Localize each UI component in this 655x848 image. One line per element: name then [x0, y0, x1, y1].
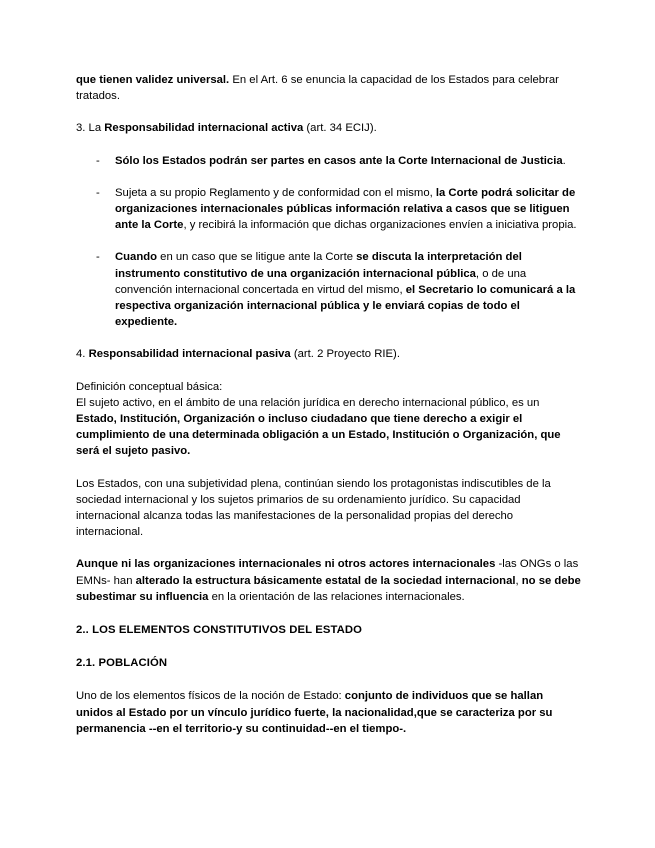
paragraph-validez	[76, 72, 582, 104]
text: ,	[515, 574, 522, 587]
text: en un caso que se litigue ante la Corte	[157, 251, 357, 264]
bold-text: el Secretario lo comunicará a la respectiva organización internacional pública y le enviará copias de todo el expediente.	[115, 283, 576, 329]
paragraph-organizaciones	[76, 556, 582, 605]
text: , y recibirá la información que dichas organizaciones envíen a iniciativa propia.	[183, 219, 577, 232]
list-item	[76, 249, 582, 330]
document-page	[76, 72, 582, 737]
text: 4.	[76, 348, 89, 361]
paragraph-poblacion	[76, 688, 582, 737]
text: , o de una convención internacional concertada en virtud del mismo,	[115, 267, 527, 296]
bold-text: que tienen validez universal.	[76, 74, 230, 86]
dash-bullet: -	[96, 186, 100, 199]
text: 3. La	[76, 122, 105, 135]
dash-bullet: -	[96, 154, 100, 167]
list-item	[76, 185, 582, 234]
text: Sujeta a su propio Reglamento y de conformidad con el mismo,	[115, 186, 436, 199]
text: -las ONGs o las EMNs- han	[76, 558, 579, 587]
text: El sujeto activo, en el ámbito de una relación jurídica en derecho internacional público, es un	[76, 396, 540, 409]
paragraph-definicion	[76, 379, 582, 460]
text: .	[562, 154, 566, 167]
paragraph-responsabilidad-activa	[76, 120, 582, 136]
text: En el Art. 6 se enuncia la capacidad de los Estados para celebrar tratados.	[76, 74, 559, 103]
bold-text: conjunto de individuos que se hallan unidos al Estado por un vínculo jurídico fuerte, la nacionalidad,que se caracteriza por su permanencia --en el territorio-y su continuidad--en el tiempo-.	[76, 690, 553, 735]
bold-text: Estado, Institución, Organización o incluso ciudadano que tiene derecho a exigir el cumplimiento de una determinada obligación a un Estado, Institución o Organización, que será el sujeto pasivo.	[76, 413, 561, 458]
text: (art. 34 ECIJ).	[303, 122, 377, 135]
paragraph-responsabilidad-pasiva	[76, 346, 582, 362]
bold-text: Responsabilidad internacional pasiva	[88, 348, 291, 361]
bold-text: la Corte podrá solicitar de organizaciones internacionales públicas información relativa a casos que se litiguen ante la Corte	[115, 186, 576, 232]
paragraph-estados	[76, 476, 582, 541]
text: (art. 2 Proyecto RIE).	[290, 348, 400, 361]
list-item	[76, 153, 582, 169]
text: Uno de los elementos físicos de la noción de Estado:	[76, 690, 345, 703]
text: en la orientación de las relaciones internacionales.	[208, 590, 465, 603]
bold-text: se discuta la interpretación del instrumento constitutivo de una organización internacional pública	[115, 251, 522, 280]
bold-text: Responsabilidad internacional activa	[104, 122, 304, 135]
bold-text: no se debe subestimar su influencia	[76, 574, 581, 603]
bold-text: Aunque ni las organizaciones internacionales ni otros actores internacionales	[76, 558, 496, 571]
bold-text: Cuando	[115, 251, 158, 264]
bold-text: Sólo los Estados podrán ser partes en casos ante la Corte Internacional de Justicia	[115, 154, 563, 167]
bold-text: alterado la estructura básicamente estatal de la sociedad internacional	[135, 574, 516, 587]
subsection-heading: 2.1. POBLACIÓN	[76, 657, 168, 670]
text: Definición conceptual básica:	[76, 380, 223, 393]
section-heading: 2.. LOS ELEMENTOS CONSTITUTIVOS DEL ESTADO	[76, 624, 363, 637]
dash-bullet: -	[96, 251, 100, 264]
text: Los Estados, con una subjetividad plena, continúan siendo los protagonistas indiscutibles de la sociedad internacional y los sujetos primarios de su ordenamiento jurídico. Su capacidad internacional alcanza todas las manifestaciones de la personalidad propias del derecho internacional.	[76, 477, 551, 539]
